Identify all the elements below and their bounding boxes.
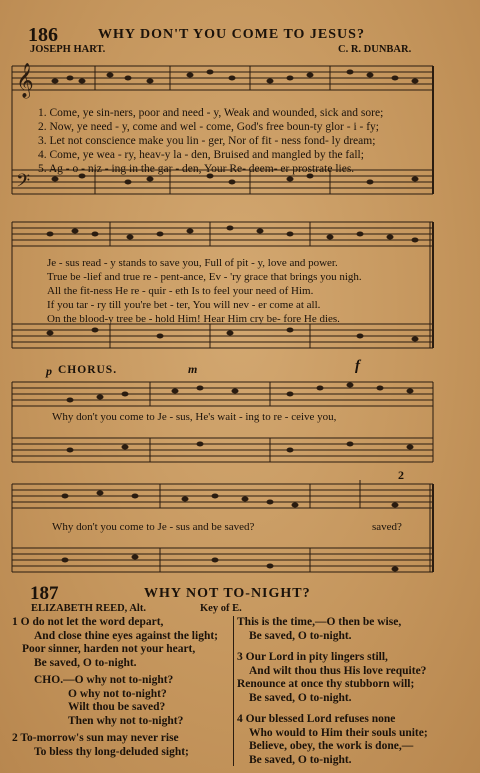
hymn-187-line: Be saved, O to-night.: [249, 753, 352, 766]
hymn-187-line: Be saved, O to-night.: [249, 629, 352, 642]
verse-line: 5. Ag - o - niz - ing in the gar - den, Your Re- deem- er prostrate lies.: [38, 163, 355, 175]
hymn-187-title: WHY NOT TO-NIGHT?: [144, 586, 311, 601]
hymn-187-left-column: [12, 616, 218, 759]
hymn-187-line: Be saved, O to-night.: [34, 656, 137, 669]
hymn-187-number: 187: [30, 583, 59, 604]
hymn-187-line: This is the time,—O then be wise,: [237, 616, 402, 628]
svg-text:𝄞: 𝄞: [16, 63, 34, 98]
svg-text:𝄢: 𝄢: [16, 171, 31, 196]
hymn-187-line: Be saved, O to-night.: [249, 691, 352, 704]
chorus-lyric-line-2: Why don't you come to Je - sus and be saved?: [52, 521, 255, 533]
verse-line: True be -lief and true re - pent-ance, Ev - 'ry grace that brings you nigh.: [47, 271, 362, 283]
hymn-187-line: O why not to-night?: [68, 687, 167, 700]
chorus-label: CHORUS.: [58, 364, 118, 376]
chorus-second-ending-lyric: saved?: [372, 521, 402, 533]
ending-marker: 2: [398, 468, 404, 482]
hymn-187-line: To bless thy long-deluded sight;: [34, 745, 189, 758]
hymn-187-line: And wilt thou thus His love requite?: [249, 664, 427, 677]
hymn-186-music-author: C. R. DUNBAR.: [338, 44, 412, 55]
hymn-187-line: 4 Our blessed Lord refuses none: [237, 713, 396, 725]
dynamic-m: m: [188, 362, 198, 376]
hymn-187-line: 2 To-morrow's sun may never rise: [12, 732, 179, 744]
dynamic-f: f: [355, 358, 360, 374]
column-divider: [233, 616, 234, 766]
hymn-187-line: 1 O do not let the word depart,: [12, 616, 164, 628]
verses-part-b: [47, 256, 362, 326]
verse-line: On the blood-y tree be - hold Him! Hear Him cry be- fore He dies.: [47, 313, 340, 325]
staff-system-3-notation: [10, 378, 435, 468]
verses-part-a: [38, 106, 383, 176]
hymn-187-line: Poor sinner, harden not your heart,: [22, 643, 196, 655]
verse-line: 1. Come, ye sin-ners, poor and need - y, Weak and wounded, sick and sore;: [38, 107, 384, 119]
verse-line: Je - sus read - y stands to save you, Full of pit - y, love and power.: [47, 257, 338, 269]
hymn-186-title: WHY DON'T YOU COME TO JESUS?: [98, 27, 365, 42]
hymn-187-line: 3 Our Lord in pity lingers still,: [237, 651, 388, 663]
hymn-187-line: Then why not to-night?: [68, 714, 184, 727]
verse-line: 4. Come, ye wea - ry, heav-y la - den, Bruised and mangled by the fall;: [38, 149, 364, 161]
hymn-187-line: Wilt thou be saved?: [68, 701, 166, 713]
hymn-187-line: Who would to Him their souls unite;: [249, 726, 428, 739]
verse-line: 3. Let not conscience make you lin - ger, Nor of fit - ness fond- ly dream;: [38, 135, 376, 147]
hymn-187-key: Key of E.: [200, 603, 242, 614]
hymn-186-number: 186: [28, 24, 58, 46]
hymn-187-author: ELIZABETH REED, Alt.: [31, 603, 146, 614]
verse-line: 2. Now, ye need - y, come and wel - come, God's free boun-ty glor - i - fy;: [38, 121, 380, 133]
dynamic-p: p: [46, 364, 52, 378]
chorus-lyric-line-1: Why don't you come to Je - sus, He's wait - ing to re - ceive you,: [52, 411, 337, 423]
hymn-187-line: And close thine eyes against the light;: [34, 629, 218, 642]
hymn-187-right-column: [237, 616, 428, 767]
hymn-187-line: Believe, obey, the work is done,—: [249, 740, 414, 752]
hymn-187-line: Renounce at once thy stubborn will;: [237, 678, 415, 690]
hymn-186-words-author: JOSEPH HART.: [30, 44, 106, 55]
staff-system-3: [10, 378, 435, 468]
verse-line: All the fit-ness He re - quir - eth Is to feel your need of Him.: [47, 285, 314, 297]
verse-line: If you tar - ry till you're bet - ter, You will nev - er come at all.: [47, 299, 321, 311]
hymn-187-line: CHO.—O why not to-night?: [34, 674, 174, 686]
